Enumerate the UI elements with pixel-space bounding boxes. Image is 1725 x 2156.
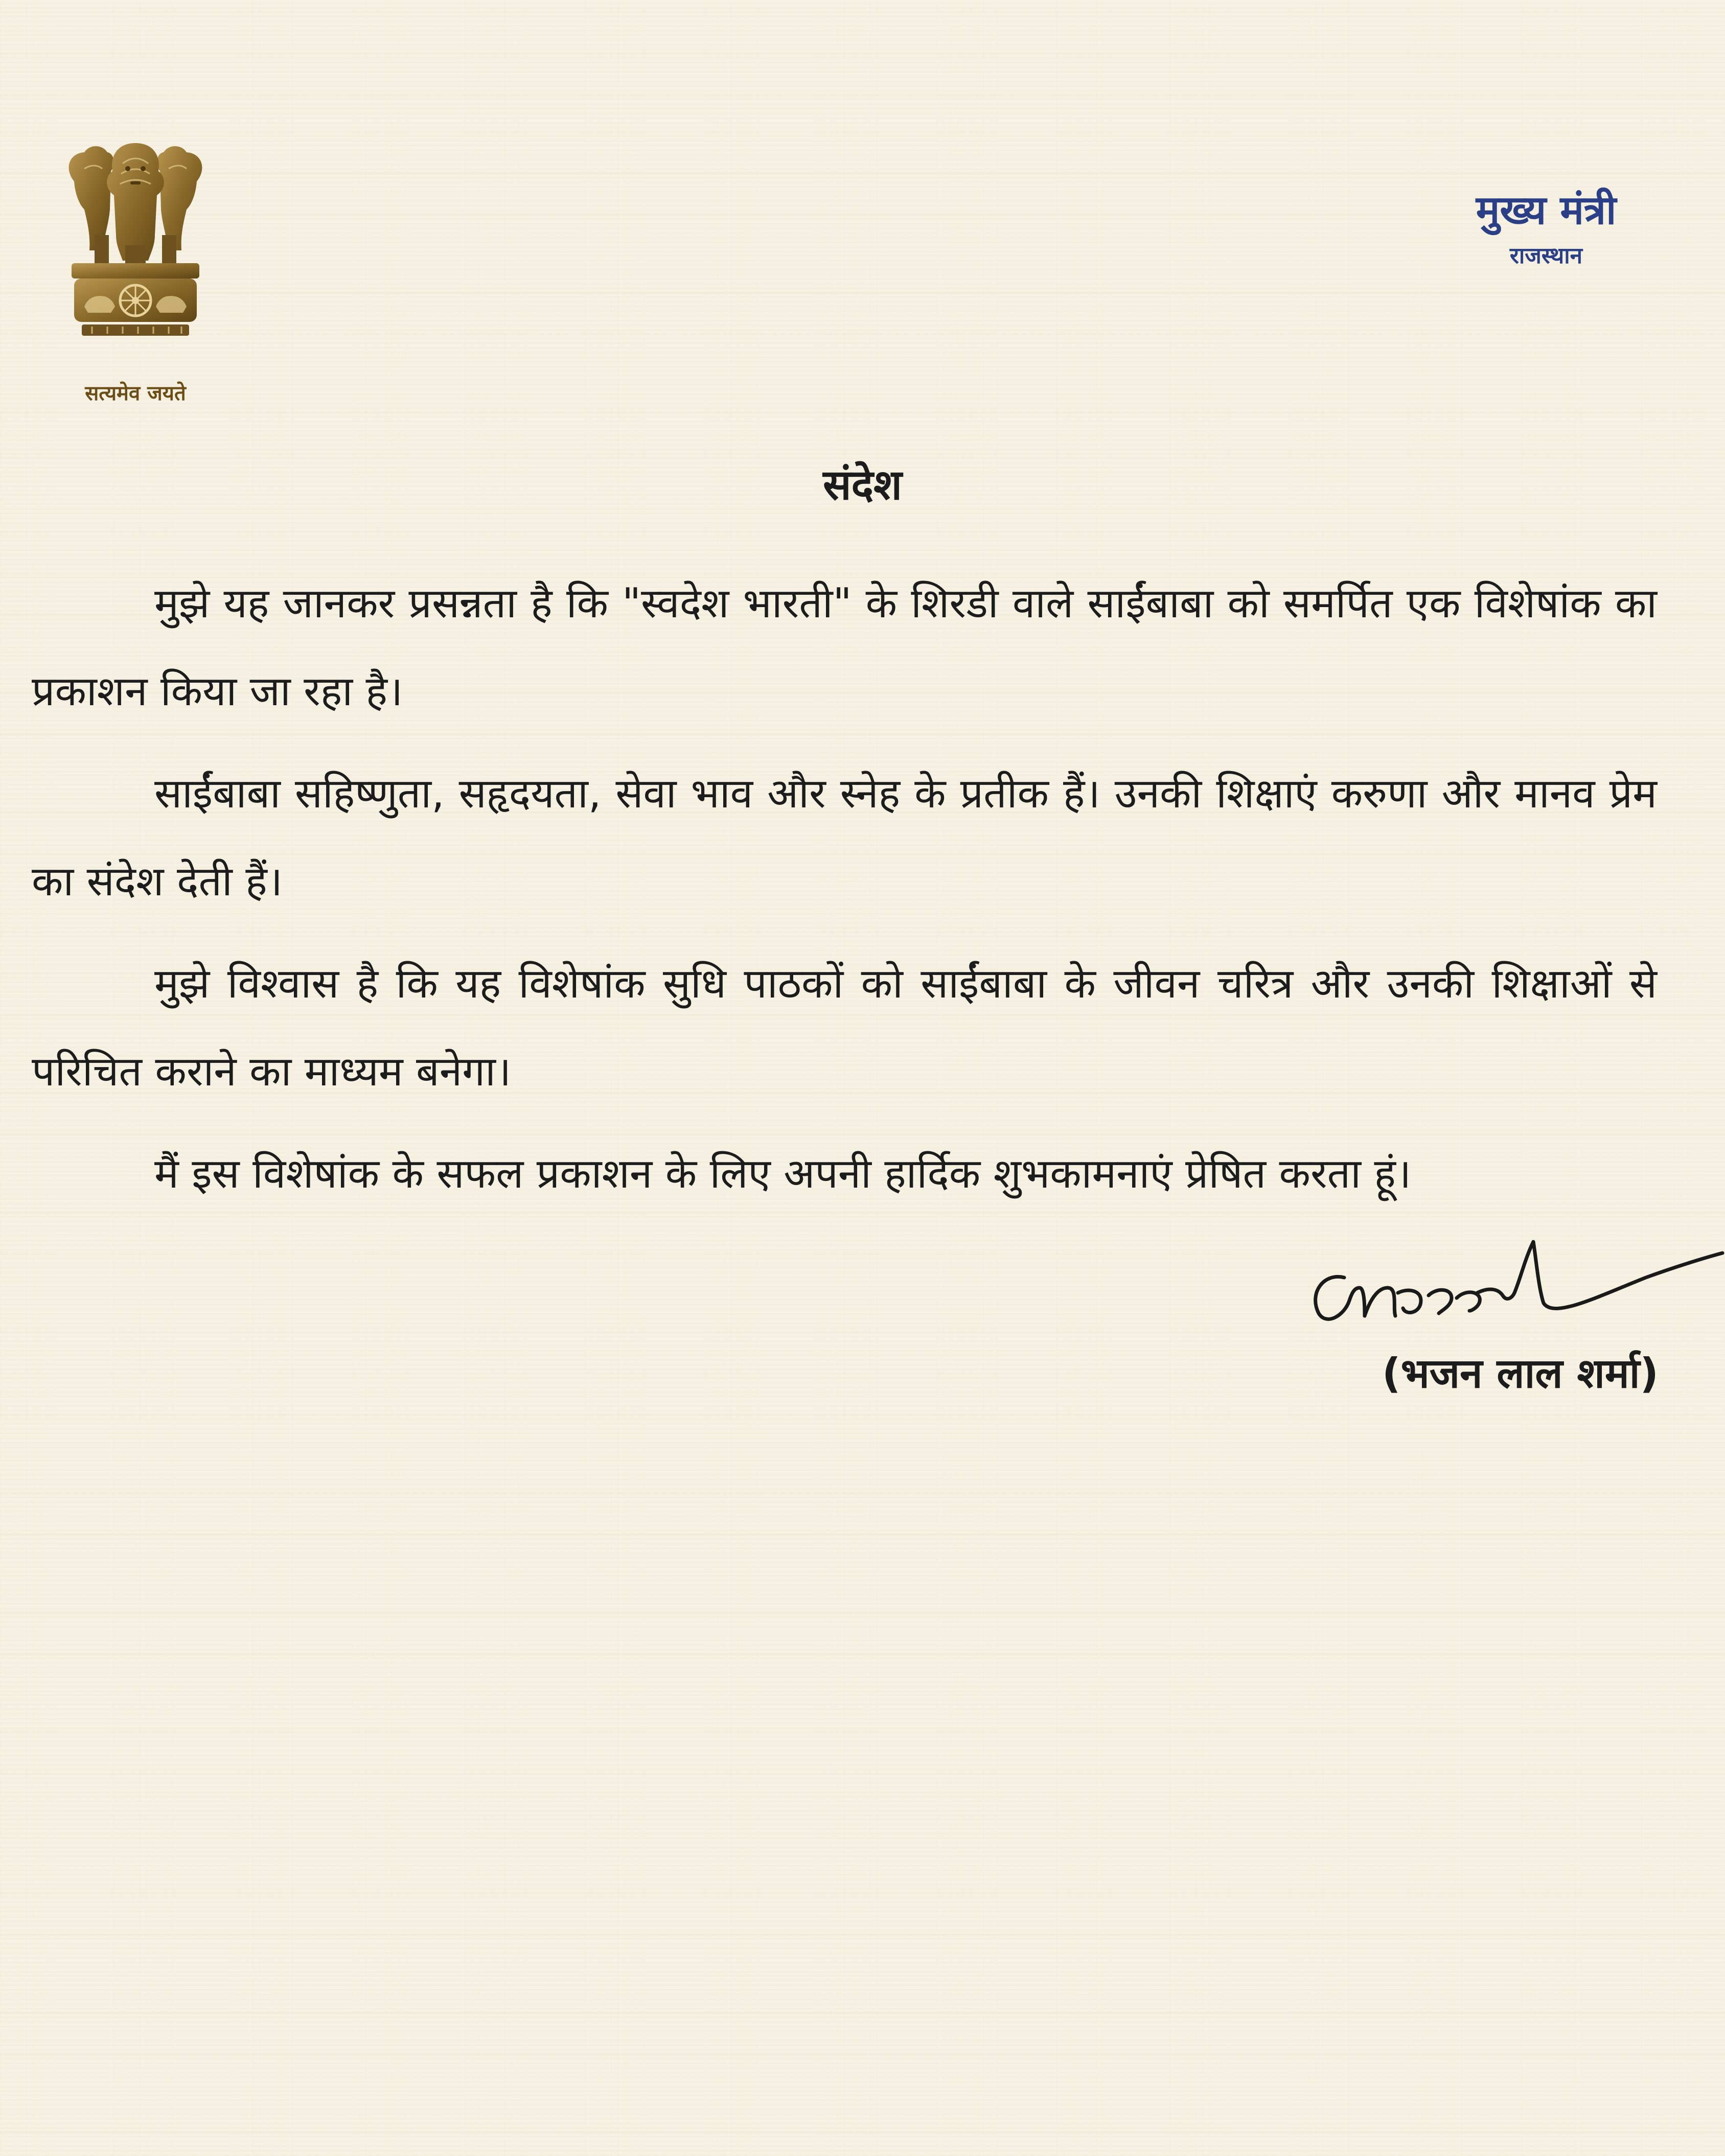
office-title: मुख्य मंत्री <box>1476 188 1617 234</box>
signature <box>1288 1211 1725 1344</box>
office-state: राजस्थान <box>1509 242 1583 269</box>
letterhead <box>1418 189 1674 270</box>
emblem-motto: सत्यमेव जयते <box>85 382 186 405</box>
paragraph-1: मुझे यह जानकर प्रसन्नता है कि "स्वदेश भारती" के शिरडी वाले साईंबाबा को समर्पित एक विशेषांक का प्रकाशन किया जा रहा है। <box>32 579 1657 715</box>
paragraph-2: साईंबाबा सहिष्णुता, सहृदयता, सेवा भाव और स्नेह के प्रतीक हैं। उनकी शिक्षाएं करुणा और मानव प्रेम का संदेश देती हैं। <box>32 770 1657 905</box>
letter-body <box>32 560 1657 1232</box>
ashoka-lion-capital-icon <box>54 133 217 373</box>
letter-subject: संदेश <box>823 461 902 509</box>
paragraph-4: मैं इस विशेषांक के सफल प्रकाशन के लिए अपनी हार्दिक शुभकामनाएं प्रेषित करता हूं। <box>154 1150 1412 1197</box>
paragraph-3: मुझे विश्वास है कि यह विशेषांक सुधि पाठकों को साईंबाबा के जीवन चरित्र और उनकी शिक्षाओं से परिचित कराने का माध्यम बनेगा। <box>32 960 1657 1095</box>
handwritten-signature-icon <box>1288 1211 1725 1344</box>
signatory-name: (भजन लाल शर्मा) <box>1382 1350 1659 1397</box>
national-emblem <box>51 133 220 419</box>
